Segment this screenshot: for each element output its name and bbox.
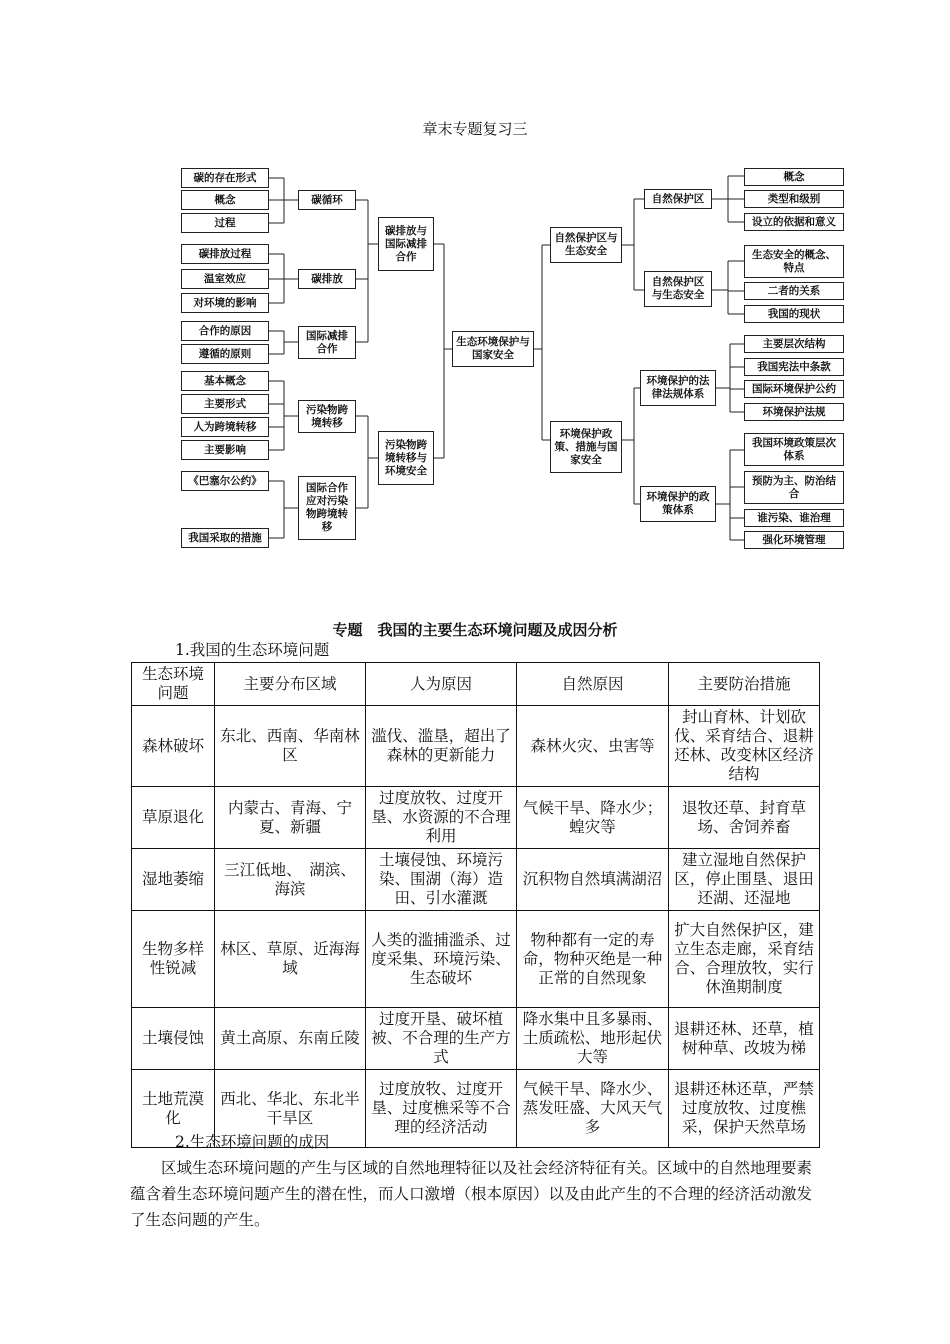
branch-nature-reserve: 自然保护区与生态安全 (550, 227, 622, 263)
leaf-env-impact: 对环境的影响 (181, 293, 269, 313)
cell: 建立湿地自然保护区，停止围垦、退田还湖、还湿地 (669, 849, 820, 911)
cell: 过度放牧、过度开垦、水资源的不合理利用 (366, 787, 517, 849)
leaf-intl-conventions: 国际环境保护公约 (744, 380, 844, 398)
leaf-carbon-forms: 碳的存在形式 (181, 168, 269, 188)
sub-reserve-eco-security: 自然保护区与生态安全 (644, 271, 712, 307)
leaf-policy-hierarchy: 我国环境政策层次体系 (744, 433, 844, 466)
header-problem: 生态环境问题 (132, 663, 215, 706)
section-title: 专题 我国的主要生态环境问题及成因分析 (332, 621, 618, 639)
leaf-main-forms: 主要形式 (181, 394, 269, 414)
table-row (132, 1008, 820, 1070)
leaf-emission-process: 碳排放过程 (181, 244, 269, 264)
leaf-china-measures: 我国采取的措施 (181, 528, 269, 548)
leaf-env-regulations: 环境保护法规 (744, 403, 844, 421)
sub-carbon-cycle: 碳循环 (298, 190, 356, 210)
leaf-main-impact: 主要影响 (181, 440, 269, 460)
cell: 三江低地、 湖滨、海滨 (215, 849, 366, 911)
cell: 退牧还草、封育草场、舍饲养畜 (669, 787, 820, 849)
root-node: 生态环境保护与国家安全 (452, 331, 534, 367)
table-row (132, 911, 820, 1008)
doc-title: 章末专题复习三 (422, 120, 528, 138)
leaf-main-hierarchy: 主要层次结构 (744, 335, 844, 353)
branch-pollutant: 污染物跨境转移与环境安全 (378, 431, 434, 485)
leaf-basic-concept: 基本概念 (181, 371, 269, 391)
header-natural-cause: 自然原因 (517, 663, 669, 706)
leaf-reserve-basis: 设立的依据和意义 (744, 213, 844, 231)
cell: 封山育林、计划砍伐、采育结合、退耕还林、改变林区经济结构 (669, 706, 820, 787)
sub-intl-coop-pollutant: 国际合作应对污染物跨境转移 (298, 476, 356, 540)
header-human-cause: 人为原因 (366, 663, 517, 706)
sub-intl-reduction: 国际减排合作 (298, 326, 356, 359)
leaf-reserve-concept: 概念 (744, 168, 844, 186)
cell: 土壤侵蚀 (132, 1008, 215, 1070)
cell: 人类的滥捕滥杀、过度采集、环境污染、生态破坏 (366, 911, 517, 1008)
sub-policy-system: 环境保护的政策体系 (640, 486, 716, 522)
table-row (132, 849, 820, 911)
leaf-human-transfer: 人为跨境转移 (181, 417, 269, 437)
leaf-constitution: 我国宪法中条款 (744, 358, 844, 376)
cell: 气候干旱、降水少、蒸发旺盛、大风天气多 (517, 1070, 669, 1148)
cell: 退耕还林、还草，植树种草、改坡为梯 (669, 1008, 820, 1070)
cell: 森林火灾、虫害等 (517, 706, 669, 787)
leaf-relationship: 二者的关系 (744, 282, 844, 300)
sub-carbon-emission: 碳排放 (298, 269, 356, 289)
leaf-eco-security-concept: 生态安全的概念、特点 (744, 245, 844, 278)
leaf-carbon-concept: 概念 (181, 190, 269, 210)
sub-nature-reserve: 自然保护区 (644, 189, 712, 209)
cell: 西北、华北、东北半干旱区 (215, 1070, 366, 1148)
cell: 物种都有一定的寿命，物种灭绝是一种正常的自然现象 (517, 911, 669, 1008)
leaf-greenhouse: 温室效应 (181, 269, 269, 289)
cell: 土地荒漠化 (132, 1070, 215, 1148)
cell: 生物多样性锐减 (132, 911, 215, 1008)
cell: 沉积物自然填满湖沼 (517, 849, 669, 911)
cell: 扩大自然保护区，建立生态走廊，采育结合、合理放牧，实行休渔期制度 (669, 911, 820, 1008)
sub-pollutant-transfer: 污染物跨境转移 (298, 400, 356, 433)
cell: 退耕还林还草，严禁过度放牧、过度樵采，保护天然草场 (669, 1070, 820, 1148)
leaf-china-status: 我国的现状 (744, 305, 844, 323)
cell: 黄土高原、东南丘陵 (215, 1008, 366, 1070)
header-measures: 主要防治措施 (669, 663, 820, 706)
table-row (132, 706, 820, 787)
subheading-2: 2.生态环境问题的成因 (175, 1133, 330, 1151)
table-row (132, 787, 820, 849)
subheading-1: 1.我国的生态环境问题 (175, 641, 330, 659)
sub-legal-system: 环境保护的法律法规体系 (640, 370, 716, 406)
concept-map (178, 163, 850, 555)
cell: 降水集中且多暴雨、土质疏松、地形起伏大等 (517, 1008, 669, 1070)
leaf-coop-reason: 合作的原因 (181, 321, 269, 341)
eco-problems-table (131, 662, 820, 1148)
leaf-polluter-pays: 谁污染、谁治理 (744, 509, 844, 527)
causes-paragraph: 区域生态环境问题的产生与区域的自然地理特征以及社会经济特征有关。区域中的自然地理要素蕴含着生态环境问题产生的潜在性，而人口激增（根本原因）以及由此产生的不合理的经济活动激发了生态问题的产生。 (130, 1159, 813, 1229)
cell: 过度放牧、过度开垦、过度樵采等不合理的经济活动 (366, 1070, 517, 1148)
branch-env-policy: 环境保护政策、措施与国家安全 (550, 421, 622, 473)
cell: 过度开垦、破坏植被、不合理的生产方式 (366, 1008, 517, 1070)
cell: 气候干旱、降水少；蝗灾等 (517, 787, 669, 849)
cell: 湿地萎缩 (132, 849, 215, 911)
cell: 土壤侵蚀、环境污染、围湖（海）造田、引水灌溉 (366, 849, 517, 911)
leaf-prevention-first: 预防为主、防治结合 (744, 471, 844, 504)
leaf-reserve-types: 类型和级别 (744, 190, 844, 208)
header-region: 主要分布区域 (215, 663, 366, 706)
cell: 内蒙古、青海、宁夏、新疆 (215, 787, 366, 849)
leaf-basel: 《巴塞尔公约》 (181, 471, 269, 491)
cell: 林区、草原、近海海域 (215, 911, 366, 1008)
leaf-coop-principle: 遵循的原则 (181, 344, 269, 364)
table-header-row (132, 663, 820, 706)
cell: 东北、西南、华南林区 (215, 706, 366, 787)
cell: 草原退化 (132, 787, 215, 849)
cell: 森林破坏 (132, 706, 215, 787)
cell: 滥伐、滥垦，超出了森林的更新能力 (366, 706, 517, 787)
leaf-strengthen-mgmt: 强化环境管理 (744, 531, 844, 549)
branch-carbon: 碳排放与国际减排合作 (378, 217, 434, 271)
leaf-carbon-process: 过程 (181, 213, 269, 233)
